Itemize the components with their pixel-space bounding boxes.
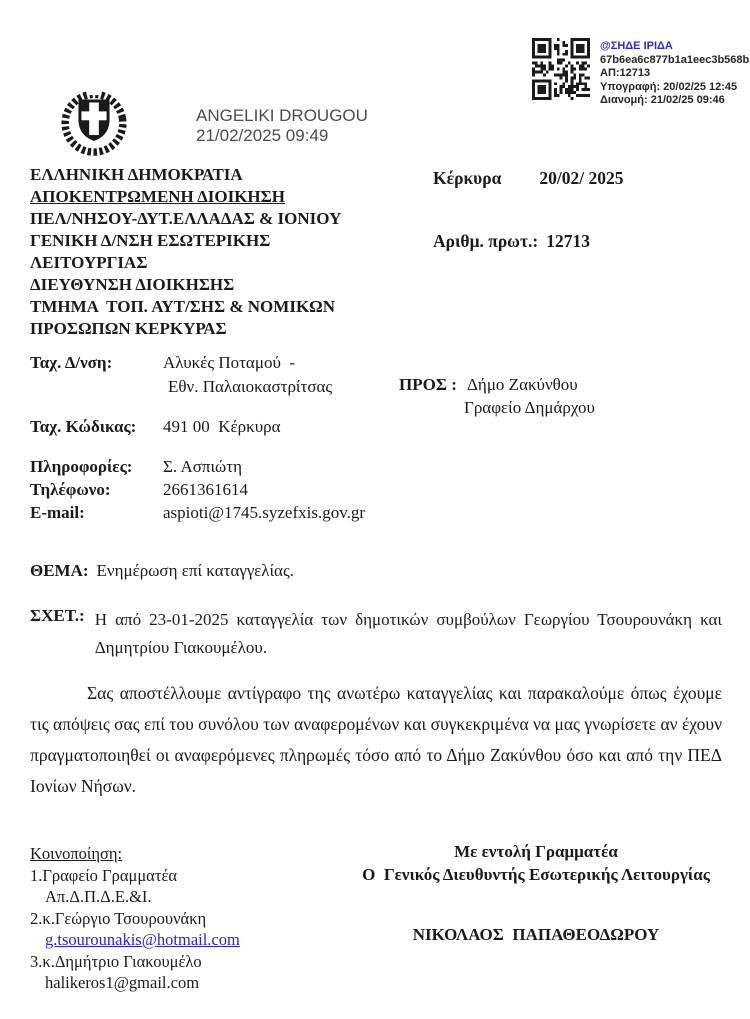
cc-email-link[interactable]: g.tsourounakis@hotmail.com [45,930,240,949]
irida-hash: 67b6ea6c877b1a1eec3b568b [600,53,750,66]
digital-signature-stamp [196,106,368,146]
info-label: Πληροφορίες: [30,457,133,476]
cc-item: 2.κ.Γεώργιο Τσουρουνάκη [30,908,207,928]
letterhead-line: ΔΙΕΥΘΥΝΣΗ ΔΙΟΙΚΗΣΗΣ [30,275,235,294]
subject-text: Ενημέρωση επί καταγγελίας. [96,561,294,580]
letterhead-line: ΕΛΛΗΝΙΚΗ ΔΗΜΟΚΡΑΤΙΑ [30,165,243,184]
irida-distributed-datetime: Διανομή: 21/02/25 09:46 [600,94,725,107]
cc-item: 1.Γραφείο Γραμματέα [30,865,178,885]
cc-item-detail: Απ.Δ.Π.Δ.Ε.&Ι. [45,887,152,906]
signature-by-order: Με εντολή Γραμματέα [454,842,618,861]
reference-text: Η από 23-01-2025 καταγγελία των δημοτικών συμβούλων Γεωργίου Τσουρουνάκη και Δημητρίου Γιακουμέλου. [94,610,722,657]
body-paragraph: Σας αποστέλλουμε αντίγραφο της ανωτέρω καταγγελίας και παρακαλούμε όπως έχουμε τις απόψεις σας επί του συνόλου των αναφερομένων και συγκεκριμένα να μας γνωρίσετε αν έχουν πραγματοποιηθεί οι αναφερόμενες πληρωμές τόσο από το Δήμο Ζακύνθου όσο και από την ΠΕΔ Ιονίων Νήσων. [30,683,722,796]
greek-state-emblem-icon [55,84,133,158]
irida-stamp [532,38,749,108]
phone-label: Τηλέφωνο: [30,480,111,499]
letterhead [30,164,341,340]
cc-item: 3.κ.Δημήτριο Γιακουμέλο [30,951,202,971]
protocol-line [433,231,590,252]
postcode-label: Ταχ. Κώδικας: [30,417,137,436]
info-value: Σ. Ασπιώτη [163,457,242,476]
letterhead-line: ΤΜΗΜΑ ΤΟΠ. ΑΥΤ/ΣΗΣ & ΝΟΜΙΚΩΝ [30,297,336,316]
qr-code-icon [532,38,590,100]
signature-block [352,840,720,946]
email-label: E-mail: [30,503,85,522]
reference-label: ΣΧΕΤ.: [30,606,85,625]
city-date-line [433,168,624,189]
signature-name: ΝΙΚΟΛΑΟΣ ΠΑΠΑΘΕΟΔΩΡΟΥ [412,925,660,944]
signature-title: Ο Γενικός Διευθυντής Εσωτερικής Λειτουργίας [362,865,710,884]
document-date: 20/02/ 2025 [539,168,624,188]
city: Κέρκυρα [433,168,502,188]
reference-line [30,606,722,662]
letterhead-line: ΠΕΛ/ΝΗΣΟΥ-ΔΥΤ.ΕΛΛΑΔΑΣ & ΙΟΝΙΟΥ [30,209,342,228]
postcode-value: 491 00 Κέρκυρα [163,417,281,436]
address-value-line2: Εθν. Παλαιοκαστρίτσας [168,377,333,396]
recipient-label: ΠΡΟΣ : [399,375,457,394]
address-label: Ταχ. Δ/νση: [30,353,113,372]
phone-value: 2661361614 [163,480,248,499]
email-value: aspioti@1745.syzefxis.gov.gr [163,503,365,522]
cc-email-text: halikeros1@gmail.com [45,973,200,992]
address-value-line1: Αλυκές Ποταμού - [163,353,296,372]
cc-title: Κοινοποίηση: [30,844,123,863]
signer-name: ANGELIKI DROUGOU [196,106,368,125]
subject-line [30,561,294,581]
letterhead-line: ΛΕΙΤΟΥΡΓΙΑΣ [30,253,148,272]
irida-signed-datetime: Υπογραφή: 20/02/25 12:45 [600,80,738,93]
letterhead-line: ΠΡΟΣΩΠΩΝ ΚΕΡΚΥΡΑΣ [30,319,227,338]
letterhead-line: ΓΕΝΙΚΗ Δ/ΝΣΗ ΕΣΩΤΕΡΙΚΗΣ [30,231,271,250]
signer-datetime: 21/02/2025 09:49 [196,126,329,145]
recipient-line2: Γραφείο Δημάρχου [464,398,595,417]
irida-protocol: ΑΠ:12713 [600,67,651,80]
letterhead-line: ΑΠΟΚΕΝΤΡΩΜΕΝΗ ΔΙΟΙΚΗΣΗ [30,187,285,206]
subject-label: ΘΕΜΑ: [30,561,89,580]
irida-label: @ΣΗΔΕ ΙΡΙΔΑ [600,40,673,52]
protocol-label: Αριθμ. πρωτ.: [433,231,539,251]
protocol-number: 12713 [546,231,590,251]
cc-block [30,843,240,994]
recipient-line1: Δήμο Ζακύνθου [467,375,578,394]
